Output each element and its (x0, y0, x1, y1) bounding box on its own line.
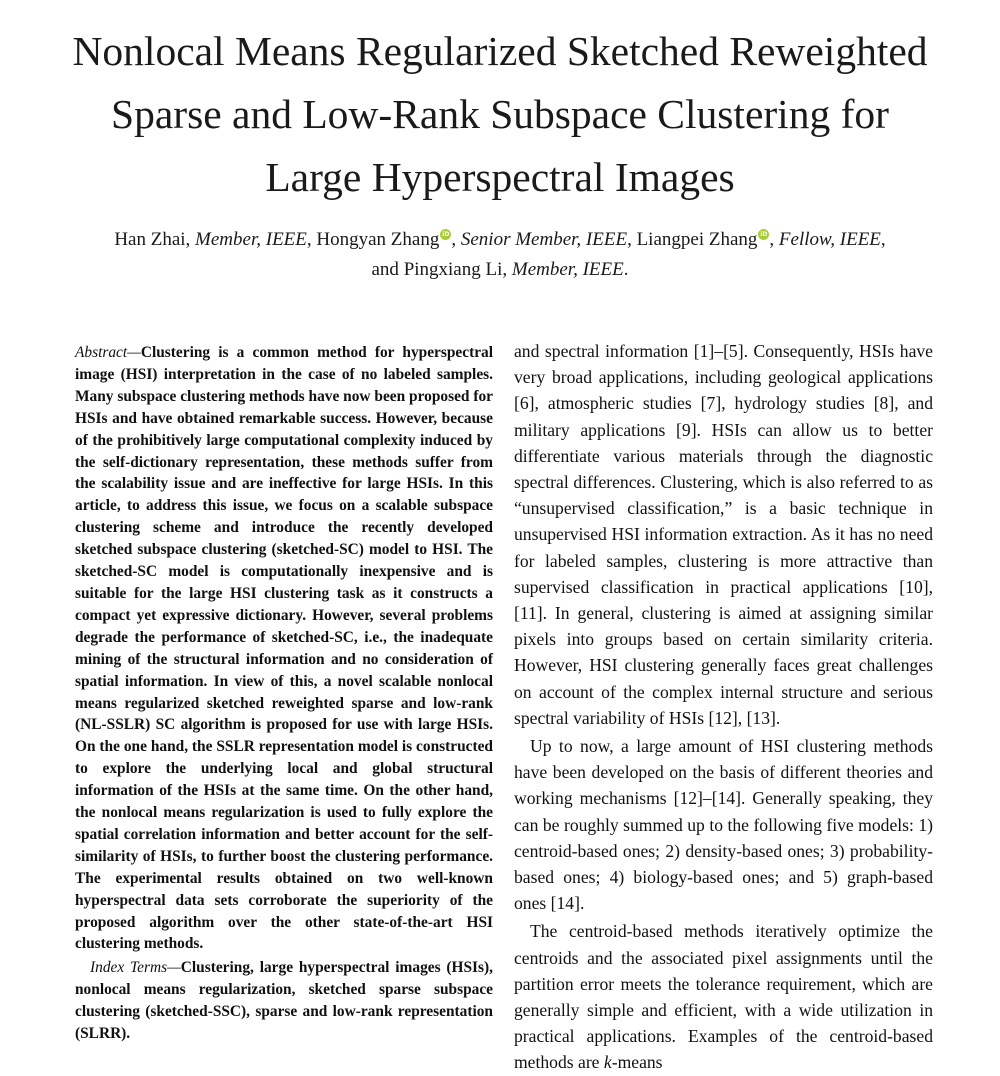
body-paragraph: and spectral information [1]–[5]. Consequently, HSIs have very broad applications, including geological applications [6], atmospheric studies [7], hydrology studies [8], and military applications [9]. HSIs can allow us to better differentiate various materials through the diagnostic spectral differences. Clustering, which is also referred to as “unsupervised classification,” is a basic technique in unsupervised HSI information extraction. As it has no need for labeled samples, clustering is more attractive than supervised classification in practical applications [10], [11]. In general, clustering is aimed at assigning similar pixels into groups based on certain similarity criteria. However, HSI clustering generally faces great challenges on account of the complex internal structure and serious spectral variability of HSIs [12], [13]. (514, 341, 933, 728)
author-line (60, 225, 940, 255)
author-role: Member, IEEE (195, 229, 307, 250)
author-separator: , (306, 229, 317, 250)
author-block (60, 225, 940, 285)
author-name: Liangpei Zhang (636, 229, 758, 250)
abstract-column (75, 342, 493, 1045)
title-line: Sparse and Low-Rank Subspace Clustering for (111, 91, 889, 137)
author-name: Hongyan Zhang (316, 229, 440, 250)
author-name: Han Zhai (114, 229, 186, 250)
body-paragraph: Up to now, a large amount of HSI clustering methods have been developed on the basis of different theories and working mechanisms [12]–[14]. Generally speaking, they can be roughly summed up to the following five models: 1) centroid-based ones; 2) density-based ones; 3) probability-based ones; 4) biology-based ones; and 5) graph-based ones [14]. (514, 736, 933, 914)
author-role: Senior Member, IEEE (460, 229, 628, 250)
orcid-icon[interactable]: iD (760, 231, 768, 238)
math-variable: k (603, 1052, 612, 1073)
author-separator: , (185, 229, 196, 250)
index-terms (75, 957, 493, 1045)
author-separator: , (451, 229, 461, 250)
title-line: Large Hyperspectral Images (265, 154, 735, 200)
body-column (514, 338, 933, 1076)
author-conjunction: and (371, 259, 404, 280)
abstract-label: Abstract— (75, 344, 141, 361)
body-text: -means (611, 1052, 663, 1073)
author-separator: , (880, 229, 886, 250)
paper-title (40, 20, 960, 209)
author-separator: , (502, 259, 512, 280)
author-name: Pingxiang Li (403, 259, 503, 280)
author-line (60, 255, 940, 285)
index-terms-text: Clustering, large hyperspectral images (HSIs), nonlocal means regularization, sketched sparse subspace clustering (sketched-SSC), sparse and low-rank representation (SLRR). (75, 959, 494, 1043)
author-separator: , (627, 229, 637, 250)
author-terminator: . (623, 259, 629, 280)
author-role: Fellow, IEEE (778, 229, 881, 250)
abstract-text: Clustering is a common method for hyperspectral image (HSI) interpretation in the case of no labeled samples. Many subspace clustering methods have now been proposed for HSIs and have obtained remarkable success. However, because of the prohibitively large computational complexity induced by the self-dictionary representation, these methods suffer from the scalability issue and are ineffective for large HSIs. In this article, to address this issue, we focus on a scalable subspace clustering scheme and introduce the recently developed sketched subspace clustering (sketched-SC) model to HSI. The sketched-SC model is computationally inexpensive and is suitable for the large HSI clustering task as it constructs a compact yet expressive dictionary. However, several problems degrade the performance of sketched-SC, i.e., the inadequate mining of the structural information and no consideration of spatial information. In view of this, a novel scalable nonlocal means regularized sketched reweighted sparse and low-rank (NL-SSLR) SC algorithm is proposed for use with large HSIs. On the one hand, the SSLR representation model is constructed to explore the underlying local and global structural information of the HSIs at the same time. On the other hand, the nonlocal means regularization is used to fully explore the spatial correlation information and better account for the self-similarity of HSIs, to further boost the clustering performance. The experimental results obtained on two well-known hyperspectral data sets corroborate the superiority of the proposed algorithm over the other state-of-the-art HSI clustering methods. (75, 344, 493, 953)
index-terms-label: Index Terms— (90, 959, 181, 977)
author-role: Member, IEEE (511, 259, 624, 280)
body-text: The centroid-based methods iteratively optimize the centroids and the associated pixel assignments until the partition error meets the tolerance requirement, which are generally simple and efficient, with a wide utilization in practical applications. Examples of the centroid-based methods are (514, 921, 933, 1073)
abstract (75, 342, 493, 955)
title-line: Nonlocal Means Regularized Sketched Reweighted (72, 28, 928, 74)
body-paragraph (514, 918, 933, 1075)
author-separator: , (769, 229, 779, 250)
orcid-icon[interactable]: iD (442, 231, 450, 238)
